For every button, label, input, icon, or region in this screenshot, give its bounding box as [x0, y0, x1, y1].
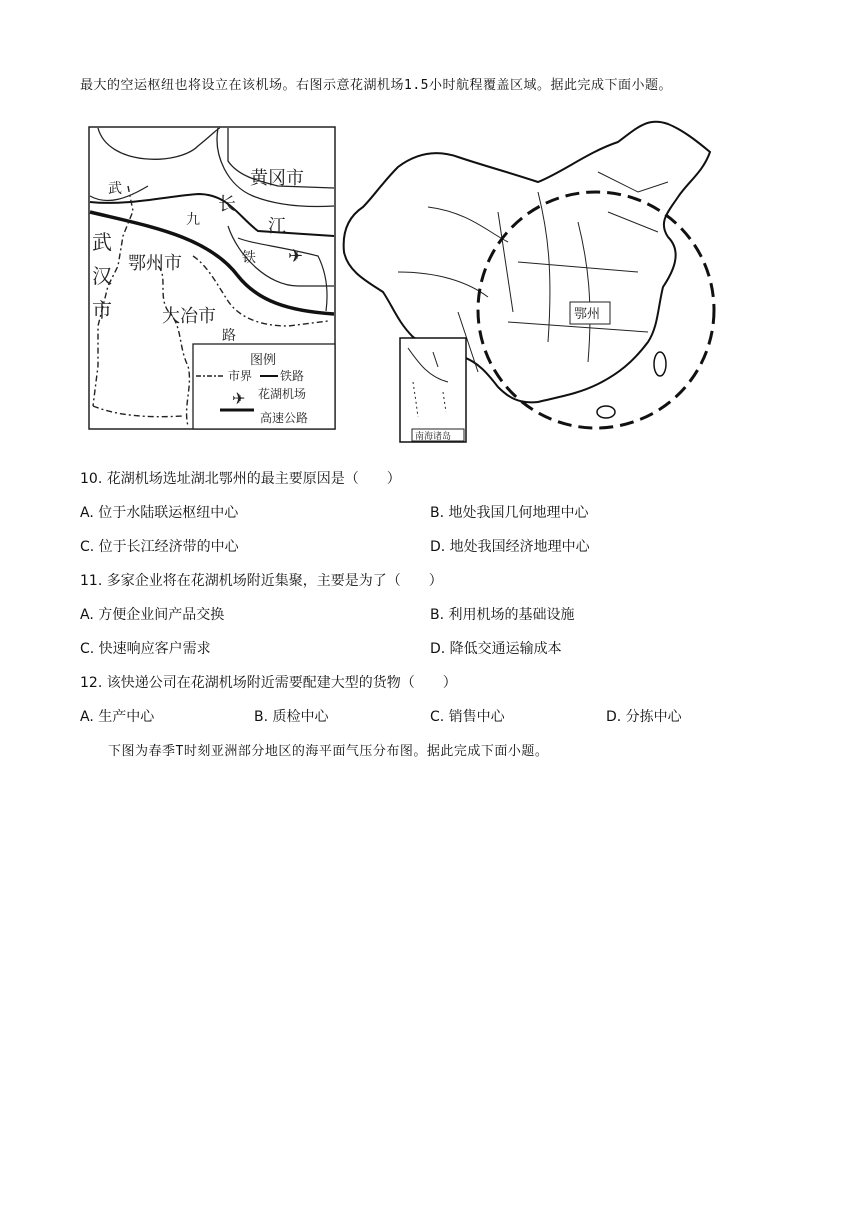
china-map — [338, 112, 718, 446]
jiang-label: 江 — [268, 216, 286, 237]
q10-option-b: B. 地处我国几何地理中心 — [430, 505, 589, 521]
intro-text: 最大的空运枢纽也将设立在该机场。右图示意花湖机场1.5小时航程覆盖区域。据此完成下面小题。 — [80, 78, 672, 93]
legend-railway: 铁路 — [280, 369, 305, 383]
wuhan-label-2: 汉 — [92, 264, 112, 288]
ezhou-map-label: 鄂州 — [574, 307, 601, 322]
jiu-label: 九 — [186, 212, 200, 228]
q11-option-d: D. 降低交通运输成本 — [430, 641, 562, 657]
q10-option-d: D. 地处我国经济地理中心 — [430, 539, 590, 555]
q11-option-c: C. 快速响应客户需求 — [80, 641, 211, 657]
legend-expressway: 高速公路 — [260, 411, 309, 425]
q11-option-a: A. 方便企业间产品交换 — [80, 607, 225, 623]
next-intro-text: 下图为春季T时刻亚洲部分地区的海平面气压分布图。据此完成下面小题。 — [108, 744, 549, 759]
q12-option-d: D. 分拣中心 — [606, 709, 682, 725]
legend-title: 图例 — [250, 353, 277, 368]
inset-label: 南海诸岛 — [415, 432, 452, 442]
legend-airport: 花湖机场 — [258, 387, 307, 401]
wu-small-label: 武 — [108, 181, 122, 197]
question-10-stem: 10. 花湖机场选址湖北鄂州的最主要原因是（ ） — [80, 471, 401, 487]
q12-option-c: C. 销售中心 — [430, 709, 505, 725]
q11-option-b: B. 利用机场的基础设施 — [430, 607, 575, 623]
wuhan-label-1: 武 — [92, 230, 112, 254]
daye-label: 大冶市 — [162, 306, 216, 327]
tie-label: 铁 — [242, 250, 256, 266]
q12-option-a: A. 生产中心 — [80, 709, 155, 725]
q10-option-a: A. 位于水陆联运枢纽中心 — [80, 505, 239, 521]
wuhan-label-3: 市 — [92, 298, 112, 322]
lu-label: 路 — [222, 328, 236, 344]
chang-label: 长 — [218, 194, 236, 215]
legend-city-boundary: 市界 — [228, 369, 253, 383]
question-12-stem: 12. 该快递公司在花湖机场附近需要配建大型的货物（ ） — [80, 675, 457, 691]
q12-option-b: B. 质检中心 — [254, 709, 329, 725]
q10-option-c: C. 位于长江经济带的中心 — [80, 539, 239, 555]
ezhou-label: 鄂州市 — [128, 253, 182, 274]
local-map — [88, 126, 336, 430]
legend-airport-icon: ✈ — [232, 389, 246, 408]
question-11-stem: 11. 多家企业将在花湖机场附近集聚，主要是为了（ ） — [80, 573, 443, 589]
huanggang-label: 黄冈市 — [250, 168, 304, 189]
airport-icon: ✈ — [288, 246, 304, 267]
